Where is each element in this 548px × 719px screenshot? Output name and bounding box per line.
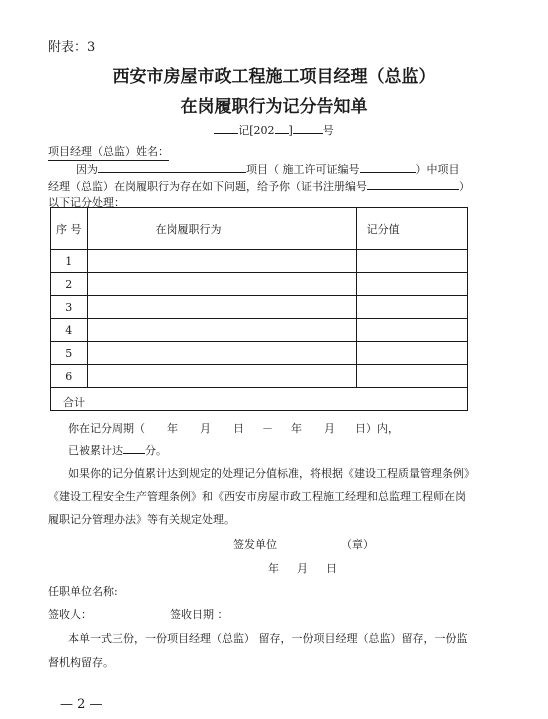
warn-line-2: 《建设工程安全生产管理条例》和《西安市房屋市政工程施工经理和总监理工程师在岗 [48, 490, 466, 503]
header-behavior: 在岗履职行为 [87, 208, 356, 250]
reason-blank[interactable] [98, 161, 246, 173]
para1-line1 [76, 161, 460, 177]
issue-month: 月 [297, 562, 308, 575]
row-seq: 2 [51, 273, 88, 296]
row-seq: 1 [51, 250, 88, 273]
issuer-seal: （章） [341, 538, 374, 551]
issuer-label: 签发单位 [233, 538, 277, 551]
header-seq: 序 号 [51, 208, 88, 250]
doc-year-blank[interactable] [275, 122, 289, 134]
score-cell[interactable] [356, 319, 467, 342]
page-number: — 2 — [60, 697, 103, 712]
para1-line3: 以下记分处理： [48, 196, 125, 209]
accum-label: 已被累计达 [68, 444, 123, 457]
note-line-2: 督机构留存。 [48, 656, 114, 669]
score-cell[interactable] [356, 365, 467, 388]
para1-line2-close: ） [459, 180, 470, 193]
scoring-table [50, 207, 468, 411]
period-day-1: 日 [233, 422, 244, 435]
period-year-2: 年 [291, 422, 302, 435]
warn-line-1: 如果你的记分值累计达到规定的处理记分值标准，将根据《建设工程质量管理条例》 [68, 467, 475, 480]
doc-number-blank[interactable] [293, 122, 323, 134]
table-row [51, 273, 468, 296]
annex-label: 附表：3 [48, 40, 96, 55]
table-row [51, 342, 468, 365]
table-header-row [51, 208, 468, 250]
period-line [68, 420, 399, 436]
issuer-line [233, 536, 374, 552]
period-year-1: 年 [167, 422, 178, 435]
receiver-label: 签收人： [48, 608, 92, 621]
table-row [51, 296, 468, 319]
certificate-number-blank[interactable] [367, 178, 459, 190]
para1-tail: ）中项目 [415, 163, 460, 176]
table-row [51, 250, 468, 273]
row-seq: 4 [51, 319, 88, 342]
row-seq: 3 [51, 296, 88, 319]
para1-line2 [48, 178, 470, 194]
accum-unit: 分。 [145, 444, 167, 457]
issue-year: 年 [268, 562, 279, 575]
table-total-row [51, 388, 468, 411]
accum-score-blank[interactable] [123, 442, 145, 454]
total-label: 合计 [51, 388, 468, 411]
permit-number-blank[interactable] [360, 161, 416, 173]
warn-line-3: 履职记分管理办法》等有关规定处理。 [48, 513, 235, 526]
period-month-1: 月 [200, 422, 211, 435]
row-seq: 5 [51, 342, 88, 365]
behavior-cell[interactable] [87, 273, 356, 296]
para1-line2-text: 经理（总监）在岗履职行为存在如下问题，给予你（证书注册编号 [48, 180, 367, 193]
period-label: 你在记分周期（ [68, 422, 145, 435]
receive-date-label: 签收日期 ： [170, 608, 229, 621]
table-row [51, 365, 468, 388]
manager-name-line[interactable] [48, 143, 169, 161]
score-cell[interactable] [356, 296, 467, 319]
note-line-1: 本单一式三份，一份项目经理（总监） 留存，一份项目经理（总监）留存，一份监 [68, 632, 468, 645]
project-permit-label: 项目（ 施工许可证编号 [246, 163, 360, 176]
period-month-2: 月 [324, 422, 335, 435]
issue-day: 日 [326, 562, 337, 575]
header-score: 记分值 [356, 208, 467, 250]
score-cell[interactable] [356, 273, 467, 296]
issue-date-line [268, 560, 337, 576]
behavior-cell[interactable] [87, 365, 356, 388]
doc-no-mid: 记[202 [238, 124, 275, 137]
behavior-cell[interactable] [87, 319, 356, 342]
manager-name-label: 项目经理（总监）姓名： [48, 145, 169, 158]
score-cell[interactable] [356, 250, 467, 273]
behavior-cell[interactable] [87, 296, 356, 319]
period-day-2: 日）内， [355, 422, 399, 435]
behavior-cell[interactable] [87, 250, 356, 273]
accum-line [68, 442, 167, 458]
doc-no-close: ] [288, 124, 293, 137]
table-row [51, 319, 468, 342]
title-line-1: 西安市房屋市政工程施工项目经理（总监） [112, 67, 436, 87]
doc-prefix-blank[interactable] [214, 122, 238, 134]
because-label: 因为 [76, 163, 98, 176]
document-number [0, 122, 548, 138]
title-line-2: 在岗履职行为记分告知单 [180, 97, 368, 117]
score-cell[interactable] [356, 342, 467, 365]
behavior-cell[interactable] [87, 342, 356, 365]
period-dash: － [262, 422, 273, 435]
employer-label: 任职单位名称: [48, 585, 118, 598]
doc-no-suffix: 号 [322, 124, 334, 137]
row-seq: 6 [51, 365, 88, 388]
receiver-line [48, 606, 229, 622]
